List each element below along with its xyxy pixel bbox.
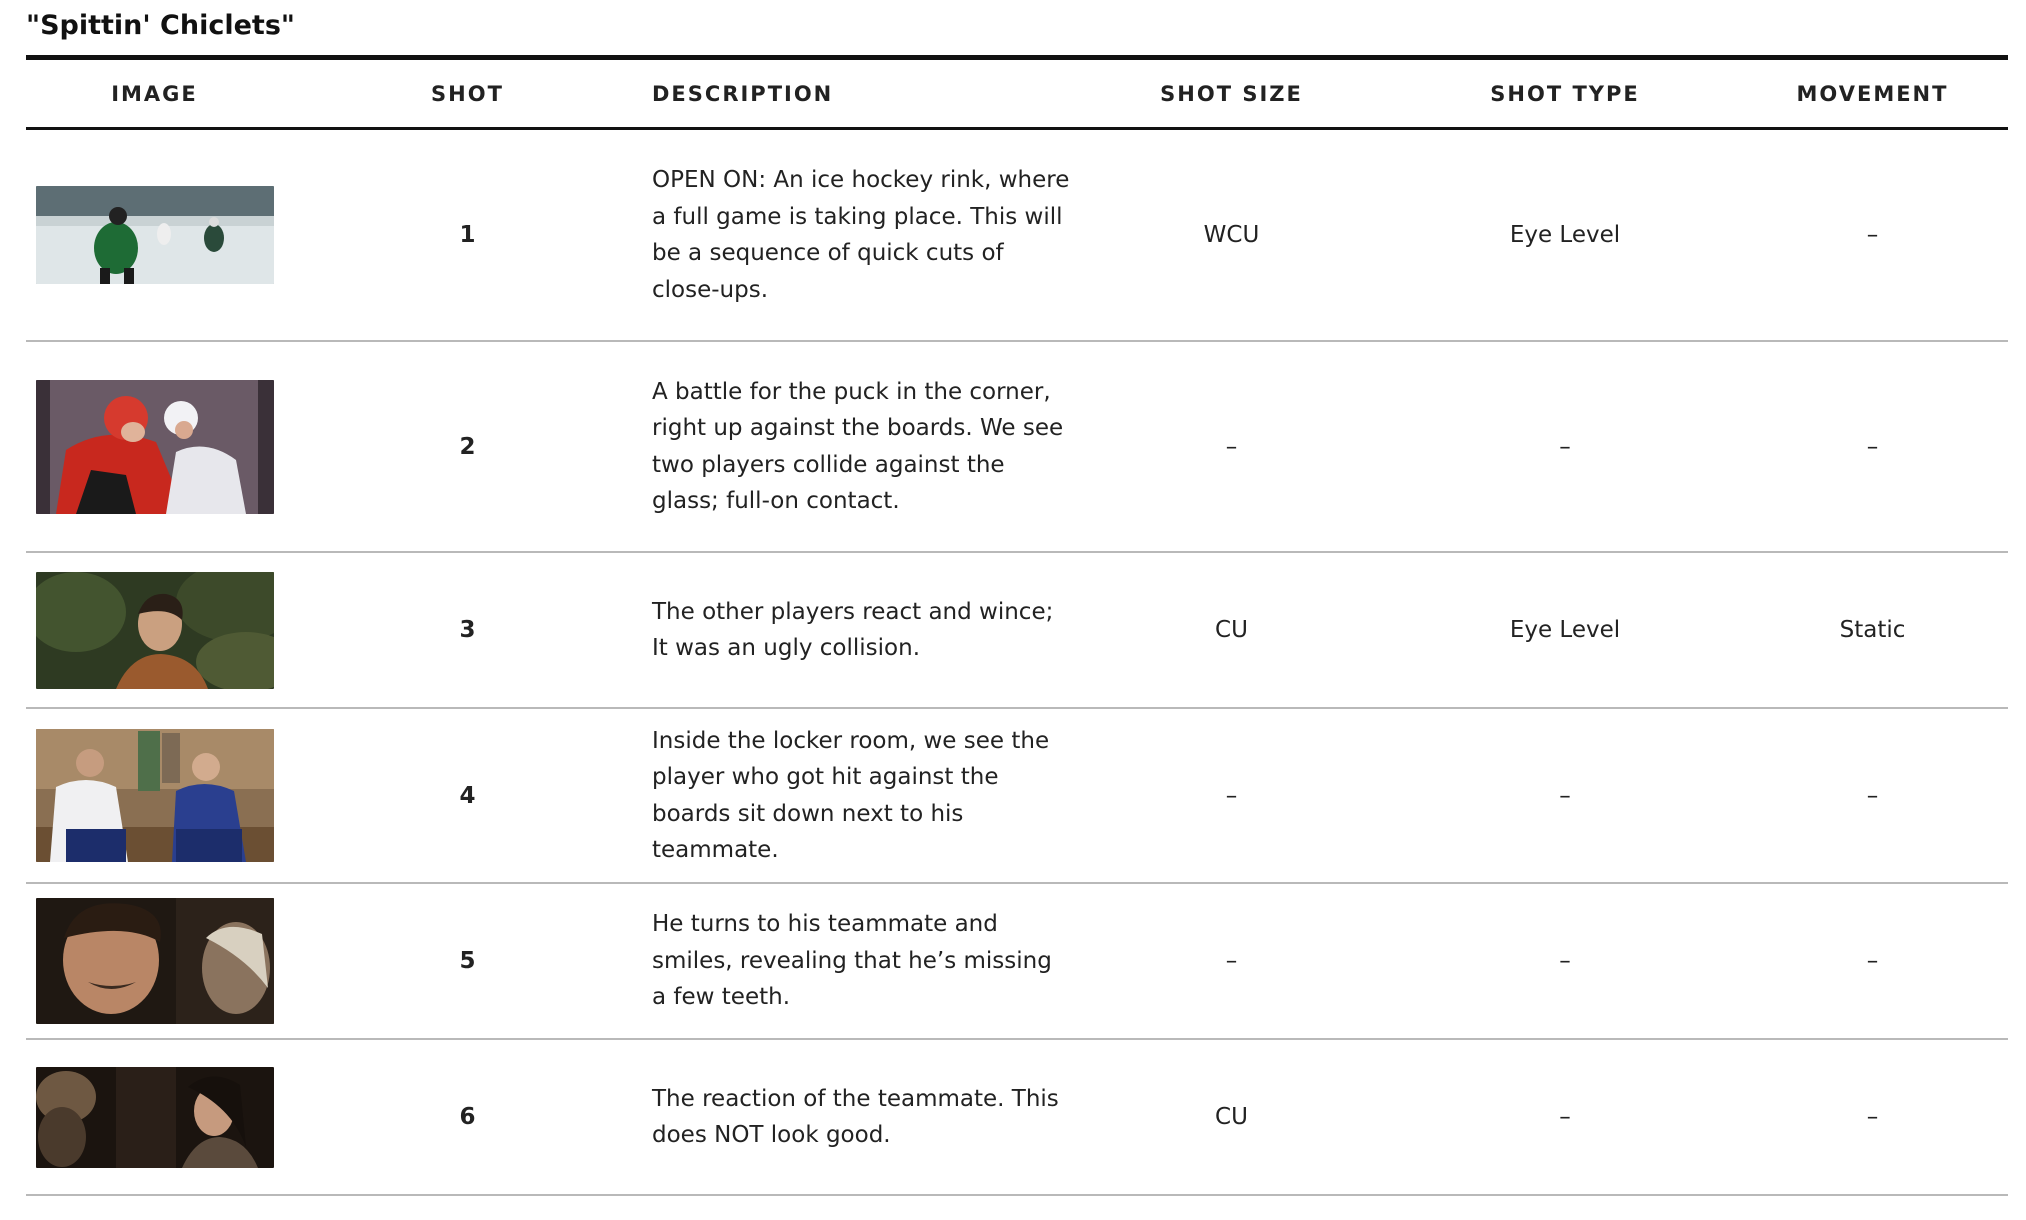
movement: – [1866,782,1879,809]
shot-description: He turns to his teammate and smiles, revealing that he’s missing a few teeth. [652,911,1052,1011]
toothless-smile-photo [36,898,274,1024]
shot-description: OPEN ON: An ice hockey rink, where a full game is taking place. This will be a sequence of quick cuts of close-ups. [652,167,1070,303]
table-row [26,1040,2008,1196]
column-header-shot-type: SHOT TYPE [1490,81,1640,106]
shot-type: – [1559,782,1571,809]
shot-number: 3 [459,617,476,643]
shot-type: – [1559,433,1571,460]
shot-number: 6 [459,1104,476,1130]
shot-size: – [1225,948,1238,974]
shot-size: – [1225,782,1238,809]
image-cell [26,380,283,514]
shot-number: 1 [459,222,476,248]
locker-room-photo [36,729,274,862]
player-wincing-photo [36,572,274,689]
shot-description: The reaction of the teammate. This does NOT look good. [652,1085,1059,1148]
shot-description: Inside the locker room, we see the player who got hit against the boards sit down next to his teammate. [652,727,1050,863]
column-header-image: IMAGE [111,81,198,106]
table-row [26,130,2008,342]
table-row [26,884,2008,1040]
column-header-movement: MOVEMENT [1796,81,1949,106]
shot-size: CU [1215,1104,1248,1130]
image-cell [26,1067,283,1168]
shot-number: 5 [459,948,476,974]
shot-type: Eye Level [1509,222,1621,248]
movement: – [1866,948,1879,974]
column-header-shot: SHOT [431,81,504,106]
shot-size: WCU [1203,222,1260,248]
hockey-game-rink-photo [36,186,274,284]
players-collide-boards-photo [36,380,274,514]
shot-number: 2 [459,433,476,460]
column-header-description: DESCRIPTION [652,81,834,106]
table-header [26,60,2008,130]
image-cell [26,729,283,862]
shot-type: – [1559,1104,1571,1130]
image-cell [26,186,283,284]
shot-list-table [26,55,2008,1196]
shot-type: Eye Level [1509,617,1621,643]
table-row [26,709,2008,884]
column-header-shot-size: SHOT SIZE [1160,81,1303,106]
image-cell [26,898,283,1024]
table-row [26,342,2008,553]
shot-type: – [1559,948,1571,974]
shot-description: The other players react and wince; It was an ugly collision. [652,598,1054,661]
movement: – [1866,433,1879,460]
movement: – [1866,1104,1879,1130]
shot-size: CU [1215,617,1248,643]
image-cell [26,572,283,689]
document-title: "Spittin' Chiclets" [26,10,295,41]
shot-number: 4 [459,782,476,809]
movement: – [1866,222,1879,248]
teammate-reaction-photo [36,1067,274,1168]
shot-description: A battle for the puck in the corner, right up against the boards. We see two players collide against the glass; full-on contact. [652,378,1064,514]
shot-size: – [1225,433,1238,460]
table-row [26,553,2008,709]
movement: Static [1839,617,1906,643]
